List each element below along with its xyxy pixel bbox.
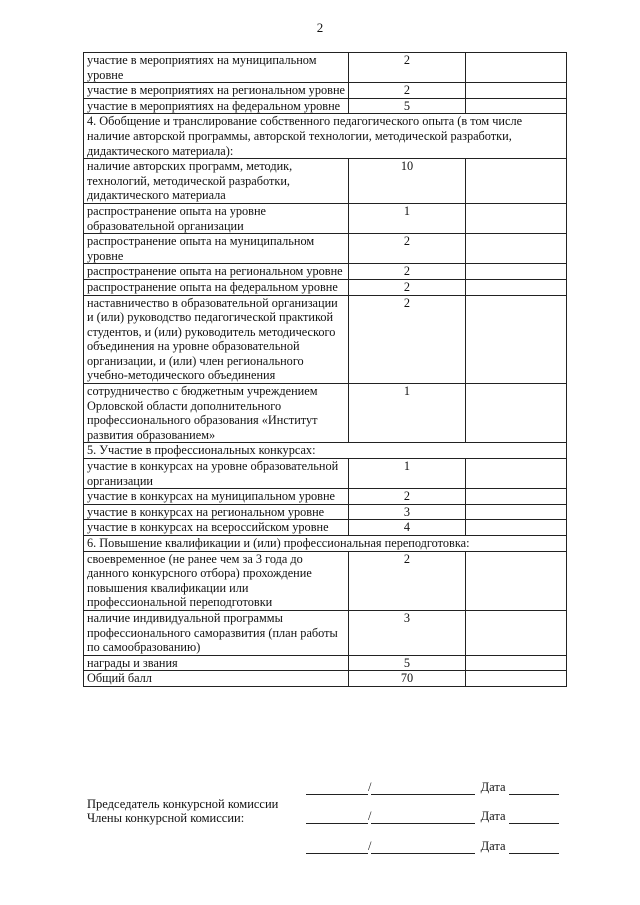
criterion-score: 5	[349, 655, 466, 671]
signature-blank[interactable]	[306, 811, 368, 824]
criterion-score: 2	[349, 234, 466, 264]
criterion-row	[84, 295, 567, 384]
criterion-row	[84, 234, 567, 264]
criterion-row	[84, 159, 567, 204]
criterion-score: 2	[349, 53, 466, 83]
criterion-score: 2	[349, 279, 466, 295]
criterion-score: 3	[349, 504, 466, 520]
criterion-row	[84, 83, 567, 99]
date-label: Дата	[480, 839, 506, 853]
criterion-name: Общий балл	[84, 671, 349, 687]
criterion-name: участие в конкурсах на региональном уровне	[84, 504, 349, 520]
signature-blank[interactable]	[306, 841, 368, 854]
criterion-name: сотрудничество с бюджетным учреждением Орловской области дополнительного профессионального образования «Институт развития образованием»	[84, 384, 349, 443]
criterion-row	[84, 610, 567, 655]
criterion-row	[84, 671, 567, 687]
criterion-score: 1	[349, 203, 466, 233]
evaluation-cell[interactable]	[466, 655, 567, 671]
criterion-row	[84, 384, 567, 443]
criterion-row	[84, 504, 567, 520]
criterion-row	[84, 264, 567, 280]
evaluation-cell[interactable]	[466, 83, 567, 99]
evaluation-cell[interactable]	[466, 504, 567, 520]
criterion-row	[84, 520, 567, 536]
criterion-score: 10	[349, 159, 466, 204]
criterion-name: распространение опыта на уровне образовательной организации	[84, 203, 349, 233]
criterion-score: 2	[349, 551, 466, 610]
section-title: 4. Обобщение и транслирование собственного педагогического опыта (в том числе наличие авторской программы, авторской технологии, методической разработки, дидактического материала):	[84, 114, 567, 159]
criterion-score: 70	[349, 671, 466, 687]
date-blank[interactable]	[509, 811, 559, 824]
criterion-row	[84, 489, 567, 505]
criteria-table	[83, 52, 567, 687]
criterion-name: награды и звания	[84, 655, 349, 671]
members-label: Члены конкурсной комиссии:	[87, 811, 245, 825]
criterion-name: участие в мероприятиях на федеральном уровне	[84, 98, 349, 114]
criterion-score: 2	[349, 295, 466, 384]
evaluation-cell[interactable]	[466, 295, 567, 384]
section-row	[84, 536, 567, 552]
date-blank[interactable]	[509, 841, 559, 854]
signature-slash: /	[368, 780, 372, 794]
signature-slash: /	[368, 839, 372, 853]
name-blank[interactable]	[371, 782, 475, 795]
signature-slash: /	[368, 809, 372, 823]
section-row	[84, 114, 567, 159]
evaluation-cell[interactable]	[466, 264, 567, 280]
name-blank[interactable]	[371, 811, 475, 824]
evaluation-cell[interactable]	[466, 551, 567, 610]
name-blank[interactable]	[371, 841, 475, 854]
evaluation-cell[interactable]	[466, 459, 567, 489]
evaluation-cell[interactable]	[466, 671, 567, 687]
criterion-score: 2	[349, 264, 466, 280]
page-number: 2	[316, 20, 324, 35]
evaluation-cell[interactable]	[466, 489, 567, 505]
criteria-table-body	[84, 53, 567, 687]
criterion-name: наличие авторских программ, методик, технологий, методической разработки, дидактического материала	[84, 159, 349, 204]
criterion-score: 2	[349, 489, 466, 505]
criterion-score: 1	[349, 459, 466, 489]
evaluation-cell[interactable]	[466, 203, 567, 233]
evaluation-cell[interactable]	[466, 610, 567, 655]
evaluation-cell[interactable]	[466, 53, 567, 83]
criterion-name: участие в мероприятиях на муниципальном уровне	[84, 53, 349, 83]
criterion-row	[84, 203, 567, 233]
criterion-score: 1	[349, 384, 466, 443]
criterion-name: распространение опыта на региональном уровне	[84, 264, 349, 280]
criterion-row	[84, 53, 567, 83]
criterion-name: участие в конкурсах на всероссийском уровне	[84, 520, 349, 536]
section-row	[84, 443, 567, 459]
evaluation-cell[interactable]	[466, 98, 567, 114]
criterion-row	[84, 98, 567, 114]
criterion-name: наличие индивидуальной программы профессионального саморазвития (план работы по самообразованию)	[84, 610, 349, 655]
evaluation-cell[interactable]	[466, 520, 567, 536]
criterion-name: наставничество в образовательной организации и (или) руководство педагогической практикой студентов, и (или) руководитель методического объединения на уровне образовательной организации, и (или) член регионального учебно-методического объединения	[84, 295, 349, 384]
date-label: Дата	[480, 809, 506, 823]
evaluation-cell[interactable]	[466, 279, 567, 295]
chair-label: Председатель конкурсной комиссии	[87, 797, 279, 811]
criterion-row	[84, 279, 567, 295]
evaluation-cell[interactable]	[466, 234, 567, 264]
criterion-row	[84, 459, 567, 489]
criterion-name: участие в конкурсах на уровне образовательной организации	[84, 459, 349, 489]
section-title: 6. Повышение квалификации и (или) профессиональная переподготовка:	[84, 536, 567, 552]
criterion-name: участие в мероприятиях на региональном уровне	[84, 83, 349, 99]
signature-line-2	[306, 809, 559, 824]
criterion-score: 4	[349, 520, 466, 536]
evaluation-cell[interactable]	[466, 159, 567, 204]
criterion-score: 5	[349, 98, 466, 114]
evaluation-cell[interactable]	[466, 384, 567, 443]
criterion-row	[84, 551, 567, 610]
criterion-name: распространение опыта на федеральном уровне	[84, 279, 349, 295]
date-blank[interactable]	[509, 782, 559, 795]
criterion-score: 3	[349, 610, 466, 655]
criterion-name: распространение опыта на муниципальном уровне	[84, 234, 349, 264]
signature-line-1	[306, 780, 559, 795]
section-title: 5. Участие в профессиональных конкурсах:	[84, 443, 567, 459]
criterion-name: участие в конкурсах на муниципальном уровне	[84, 489, 349, 505]
criterion-row	[84, 655, 567, 671]
criterion-name: своевременное (не ранее чем за 3 года до данного конкурсного отбора) прохождение повышения квалификации или профессиональной переподготовки	[84, 551, 349, 610]
criterion-score: 2	[349, 83, 466, 99]
signature-line-3	[306, 839, 559, 854]
date-label: Дата	[480, 780, 506, 794]
signature-blank[interactable]	[306, 782, 368, 795]
